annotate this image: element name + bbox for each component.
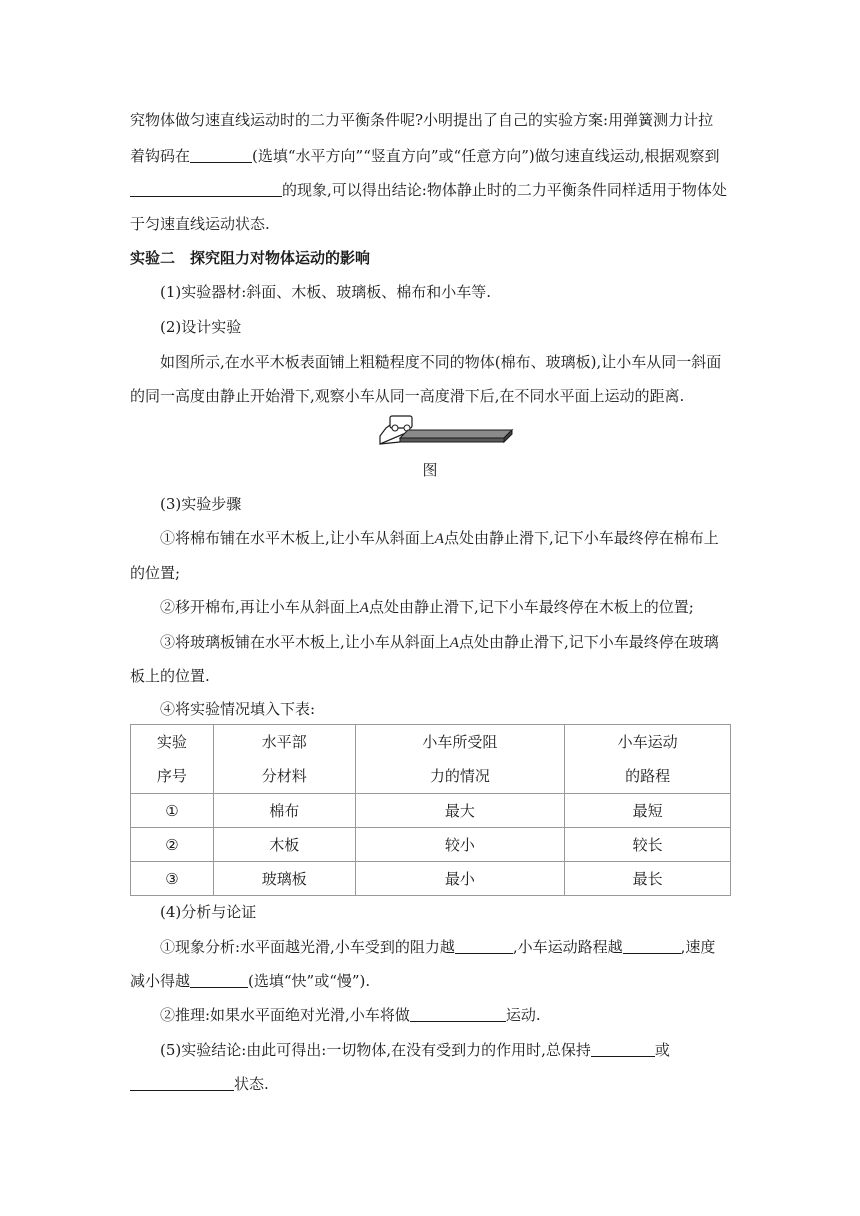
table-cell: 棉布 xyxy=(213,794,355,828)
table-cell: ③ xyxy=(131,862,214,896)
answer-blank[interactable] xyxy=(455,938,513,954)
table-cell: 玻璃板 xyxy=(213,862,355,896)
text: 着钩码在 xyxy=(130,147,191,165)
text: 状态. xyxy=(234,1075,269,1093)
text: ②移开棉布,再让小车从斜面上 xyxy=(160,598,360,616)
text: (选填“快”或“慢”). xyxy=(248,972,371,990)
step-design: (2)设计实验 xyxy=(160,318,242,336)
text: 于匀速直线运动状态. xyxy=(130,215,270,233)
conclusion-line xyxy=(130,1074,730,1094)
text: 或 xyxy=(654,1041,670,1059)
text: 点处由静止滑下,记下小车最终停在木板上的位置; xyxy=(368,598,694,616)
table-cell: 最小 xyxy=(355,862,565,896)
procedure-step-1-cont: 的位置; xyxy=(130,564,181,582)
procedure-step-3 xyxy=(160,632,730,653)
table-cell: 最长 xyxy=(565,862,731,896)
answer-blank[interactable] xyxy=(623,938,681,954)
figure-caption: 图 xyxy=(422,461,438,479)
design-description: 如图所示,在水平木板表面铺上粗糙程度不同的物体(棉布、玻璃板),让小车从同一斜面 xyxy=(160,353,722,371)
text: 减小得越 xyxy=(130,972,191,990)
point-label: A xyxy=(434,531,444,547)
step-equipment: (1)实验器材:斜面、木板、玻璃板、棉布和小车等. xyxy=(160,283,492,301)
text: ①将棉布铺在水平木板上,让小车从斜面上 xyxy=(160,529,435,547)
text: ①现象分析:水平面越光滑,小车受到的阻力越 xyxy=(160,938,455,956)
text: ,小车运动路程越 xyxy=(512,938,623,956)
answer-blank[interactable] xyxy=(130,1075,234,1091)
experiment-table xyxy=(130,724,731,896)
header-cell: 水平部 分材料 xyxy=(213,725,355,794)
header-cell: 小车运动 的路程 xyxy=(565,725,731,794)
incline-cart-figure xyxy=(378,410,514,450)
table-cell: 最短 xyxy=(565,794,731,828)
table-row xyxy=(131,828,731,862)
text: ③将玻璃板铺在水平木板上,让小车从斜面上 xyxy=(160,633,450,651)
section-heading: 实验二 探究阻力对物体运动的影响 xyxy=(130,249,371,267)
table-cell: 较小 xyxy=(355,828,565,862)
answer-blank[interactable] xyxy=(190,972,248,988)
table-cell: 木板 xyxy=(213,828,355,862)
procedure-step-3-cont: 板上的位置. xyxy=(130,667,210,685)
text: 究物体做匀速直线运动时的二力平衡条件呢?小明提出了自己的实验方案:用弹簧测力计拉 xyxy=(130,111,714,129)
table-row xyxy=(131,862,731,896)
table-header-row xyxy=(131,725,731,794)
board-edge xyxy=(400,438,504,442)
step-procedure: (3)实验步骤 xyxy=(160,495,242,513)
answer-blank[interactable] xyxy=(130,181,282,197)
header-cell: 小车所受阻 力的情况 xyxy=(355,725,565,794)
point-label: A xyxy=(359,600,369,616)
table-row xyxy=(131,794,731,828)
inference-line xyxy=(160,1005,730,1025)
procedure-step-2 xyxy=(160,597,730,618)
table-cell: ② xyxy=(131,828,214,862)
answer-blank[interactable] xyxy=(190,147,252,163)
text: (选填“水平方向”“竖直方向”或“任意方向”)做匀速直线运动,根据观察到 xyxy=(252,147,720,165)
table-cell: ① xyxy=(131,794,214,828)
text: ,速度 xyxy=(680,938,716,956)
paragraph-line xyxy=(130,146,730,166)
header-cell: 实验 序号 xyxy=(131,725,214,794)
conclusion-line xyxy=(160,1040,730,1060)
text: (5)实验结论:由此可得出:一切物体,在没有受到力的作用时,总保持 xyxy=(160,1041,591,1059)
board-surface xyxy=(400,430,512,438)
answer-blank[interactable] xyxy=(410,1006,506,1022)
analysis-line xyxy=(130,971,730,991)
text: 点处由静止滑下,记下小车最终停在棉布上 xyxy=(443,529,719,547)
answer-blank[interactable] xyxy=(591,1041,655,1057)
text: ②推理:如果水平面绝对光滑,小车将做 xyxy=(160,1006,410,1024)
paragraph-line xyxy=(130,110,730,130)
procedure-step-4: ④将实验情况填入下表: xyxy=(160,700,316,718)
text: 运动. xyxy=(505,1006,541,1024)
text: 点处由静止滑下,记下小车最终停在玻璃 xyxy=(458,633,719,651)
analysis-line xyxy=(160,937,730,957)
paragraph-line xyxy=(130,214,730,234)
point-label: A xyxy=(449,635,459,651)
table-cell: 最大 xyxy=(355,794,565,828)
paragraph-line xyxy=(130,180,730,200)
table-cell: 较长 xyxy=(565,828,731,862)
text: 的现象,可以得出结论:物体静止时的二力平衡条件同样适用于物体处 xyxy=(282,181,727,199)
procedure-step-1 xyxy=(160,528,730,549)
step-analysis: (4)分析与论证 xyxy=(160,903,257,921)
cart-wheel xyxy=(392,425,398,431)
design-description: 的同一高度由静止开始滑下,观察小车从同一高度滑下后,在不同水平面上运动的距离. xyxy=(130,387,685,405)
